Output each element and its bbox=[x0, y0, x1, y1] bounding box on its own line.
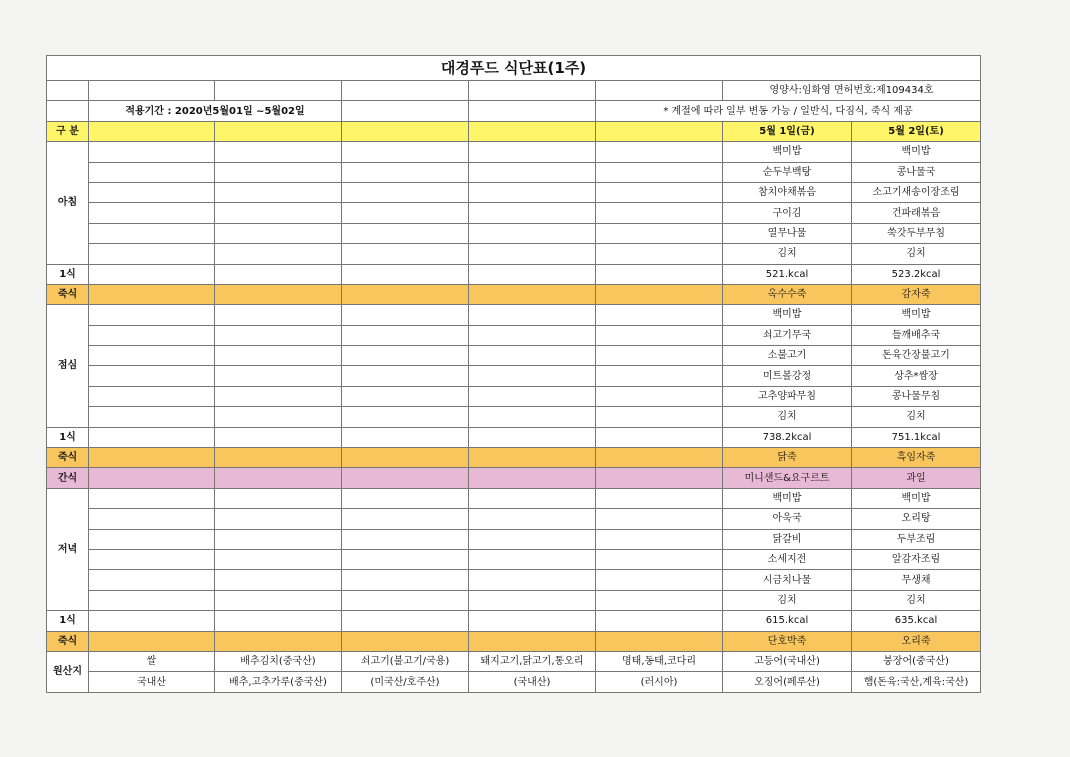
breakfast-item-day1: 백미밥 bbox=[723, 142, 852, 162]
origin-cell: (미국산/호주산) bbox=[342, 672, 469, 692]
origin-cell: 돼지고기,닭고기,통오리 bbox=[469, 651, 596, 671]
breakfast-item-day2: 백미밥 bbox=[852, 142, 981, 162]
dinner-item-day1: 시금치나물 bbox=[723, 570, 852, 590]
dinner-item-day1: 닭갈비 bbox=[723, 529, 852, 549]
dinner-item-day2: 오리탕 bbox=[852, 509, 981, 529]
lunch-item-day2: 돈육간장불고기 bbox=[852, 346, 981, 366]
lunch-item-day2: 상추*쌈장 bbox=[852, 366, 981, 386]
page-title: 대경푸드 식단표(1주) bbox=[47, 56, 981, 81]
breakfast-row bbox=[47, 244, 981, 264]
lunch-item-day1: 소불고기 bbox=[723, 346, 852, 366]
breakfast-porridge-day1: 옥수수죽 bbox=[723, 284, 852, 304]
dinner-item-day2: 백미밥 bbox=[852, 488, 981, 508]
dinner-row bbox=[47, 590, 981, 610]
lunch-item-day2: 백미밥 bbox=[852, 305, 981, 325]
notice-text: * 계절에 따라 일부 변동 가능 / 일반식, 다짐식, 죽식 제공 bbox=[596, 101, 981, 121]
dinner-porridge-label: 죽식 bbox=[47, 631, 89, 651]
breakfast-item-day1: 김치 bbox=[723, 244, 852, 264]
breakfast-item-day1: 구이김 bbox=[723, 203, 852, 223]
breakfast-item-day2: 소고기새송이장조림 bbox=[852, 182, 981, 202]
lunch-label: 점심 bbox=[47, 305, 89, 427]
dinner-porridge-day1: 단호박죽 bbox=[723, 631, 852, 651]
dinner-row bbox=[47, 529, 981, 549]
dinner-item-day1: 김치 bbox=[723, 590, 852, 610]
breakfast-row bbox=[47, 142, 981, 162]
lunch-porridge-day1: 닭죽 bbox=[723, 448, 852, 468]
lunch-porridge-label: 죽식 bbox=[47, 448, 89, 468]
lunch-kcal-day1: 738.2kcal bbox=[723, 427, 852, 447]
lunch-row bbox=[47, 407, 981, 427]
dinner-row bbox=[47, 509, 981, 529]
breakfast-kcal-label: 1식 bbox=[47, 264, 89, 284]
breakfast-row bbox=[47, 182, 981, 202]
dinner-item-day2: 무생채 bbox=[852, 570, 981, 590]
meal-plan-sheet bbox=[46, 55, 980, 693]
origin-cell: 국내산 bbox=[89, 672, 215, 692]
lunch-item-day1: 김치 bbox=[723, 407, 852, 427]
breakfast-row bbox=[47, 223, 981, 243]
lunch-row bbox=[47, 386, 981, 406]
lunch-row bbox=[47, 366, 981, 386]
lunch-item-day2: 김치 bbox=[852, 407, 981, 427]
dietitian-info: 영양사:임화영 면허번호:제109434호 bbox=[723, 81, 981, 101]
origin-cell: 명태,동태,코다리 bbox=[596, 651, 723, 671]
dinner-porridge-day2: 오리죽 bbox=[852, 631, 981, 651]
origin-cell: 고등어(국내산) bbox=[723, 651, 852, 671]
lunch-item-day2: 들깨배추국 bbox=[852, 325, 981, 345]
dinner-row bbox=[47, 570, 981, 590]
origin-cell: 쇠고기(불고기/국용) bbox=[342, 651, 469, 671]
origin-cell: (국내산) bbox=[469, 672, 596, 692]
meal-plan-table bbox=[46, 55, 981, 693]
origin-cell: 붕장어(중국산) bbox=[852, 651, 981, 671]
snack-day2: 과일 bbox=[852, 468, 981, 488]
breakfast-porridge-day2: 감자죽 bbox=[852, 284, 981, 304]
breakfast-item-day1: 열무나물 bbox=[723, 223, 852, 243]
dinner-item-day1: 소세지전 bbox=[723, 549, 852, 569]
lunch-row bbox=[47, 305, 981, 325]
lunch-item-day1: 미트볼강정 bbox=[723, 366, 852, 386]
dinner-item-day2: 두부조림 bbox=[852, 529, 981, 549]
dinner-kcal-day2: 635.kcal bbox=[852, 611, 981, 631]
breakfast-row bbox=[47, 203, 981, 223]
breakfast-item-day1: 참치야채볶음 bbox=[723, 182, 852, 202]
dinner-kcal-label: 1식 bbox=[47, 611, 89, 631]
dinner-kcal-day1: 615.kcal bbox=[723, 611, 852, 631]
origin-label: 원산지 bbox=[47, 651, 89, 692]
breakfast-item-day2: 건파래볶음 bbox=[852, 203, 981, 223]
lunch-kcal-day2: 751.1kcal bbox=[852, 427, 981, 447]
origin-cell: (러시아) bbox=[596, 672, 723, 692]
breakfast-item-day2: 김치 bbox=[852, 244, 981, 264]
lunch-row bbox=[47, 346, 981, 366]
dinner-label: 저녁 bbox=[47, 488, 89, 610]
dinner-row bbox=[47, 549, 981, 569]
snack-label: 간식 bbox=[47, 468, 89, 488]
dinner-item-day2: 김치 bbox=[852, 590, 981, 610]
breakfast-porridge-label: 죽식 bbox=[47, 284, 89, 304]
dinner-item-day1: 아욱국 bbox=[723, 509, 852, 529]
lunch-item-day2: 콩나물무침 bbox=[852, 386, 981, 406]
day-header-2: 5월 2일(토) bbox=[852, 121, 981, 141]
origin-cell: 쌀 bbox=[89, 651, 215, 671]
breakfast-kcal-day2: 523.2kcal bbox=[852, 264, 981, 284]
breakfast-label: 아침 bbox=[47, 142, 89, 264]
dinner-item-day1: 백미밥 bbox=[723, 488, 852, 508]
dinner-item-day2: 알감자조림 bbox=[852, 549, 981, 569]
snack-day1: 미니샌드&요구르트 bbox=[723, 468, 852, 488]
breakfast-item-day2: 쑥갓두부무침 bbox=[852, 223, 981, 243]
period-text: 적용기간 : 2020년5월01일 ~5월02일 bbox=[89, 101, 342, 121]
breakfast-row bbox=[47, 162, 981, 182]
origin-cell: 배추김치(중국산) bbox=[215, 651, 342, 671]
origin-cell: 배추,고추가루(중국산) bbox=[215, 672, 342, 692]
day-header-1: 5월 1일(금) bbox=[723, 121, 852, 141]
header-label: 구 분 bbox=[47, 121, 89, 141]
lunch-porridge-day2: 흑임자죽 bbox=[852, 448, 981, 468]
lunch-item-day1: 고추양파무침 bbox=[723, 386, 852, 406]
breakfast-item-day2: 콩나물국 bbox=[852, 162, 981, 182]
lunch-kcal-label: 1식 bbox=[47, 427, 89, 447]
dinner-row bbox=[47, 488, 981, 508]
origin-cell: 햄(돈육:국산,계육:국산) bbox=[852, 672, 981, 692]
breakfast-item-day1: 순두부백탕 bbox=[723, 162, 852, 182]
lunch-item-day1: 쇠고기무국 bbox=[723, 325, 852, 345]
lunch-row bbox=[47, 325, 981, 345]
lunch-item-day1: 백미밥 bbox=[723, 305, 852, 325]
origin-cell: 오징어(페루산) bbox=[723, 672, 852, 692]
breakfast-kcal-day1: 521.kcal bbox=[723, 264, 852, 284]
